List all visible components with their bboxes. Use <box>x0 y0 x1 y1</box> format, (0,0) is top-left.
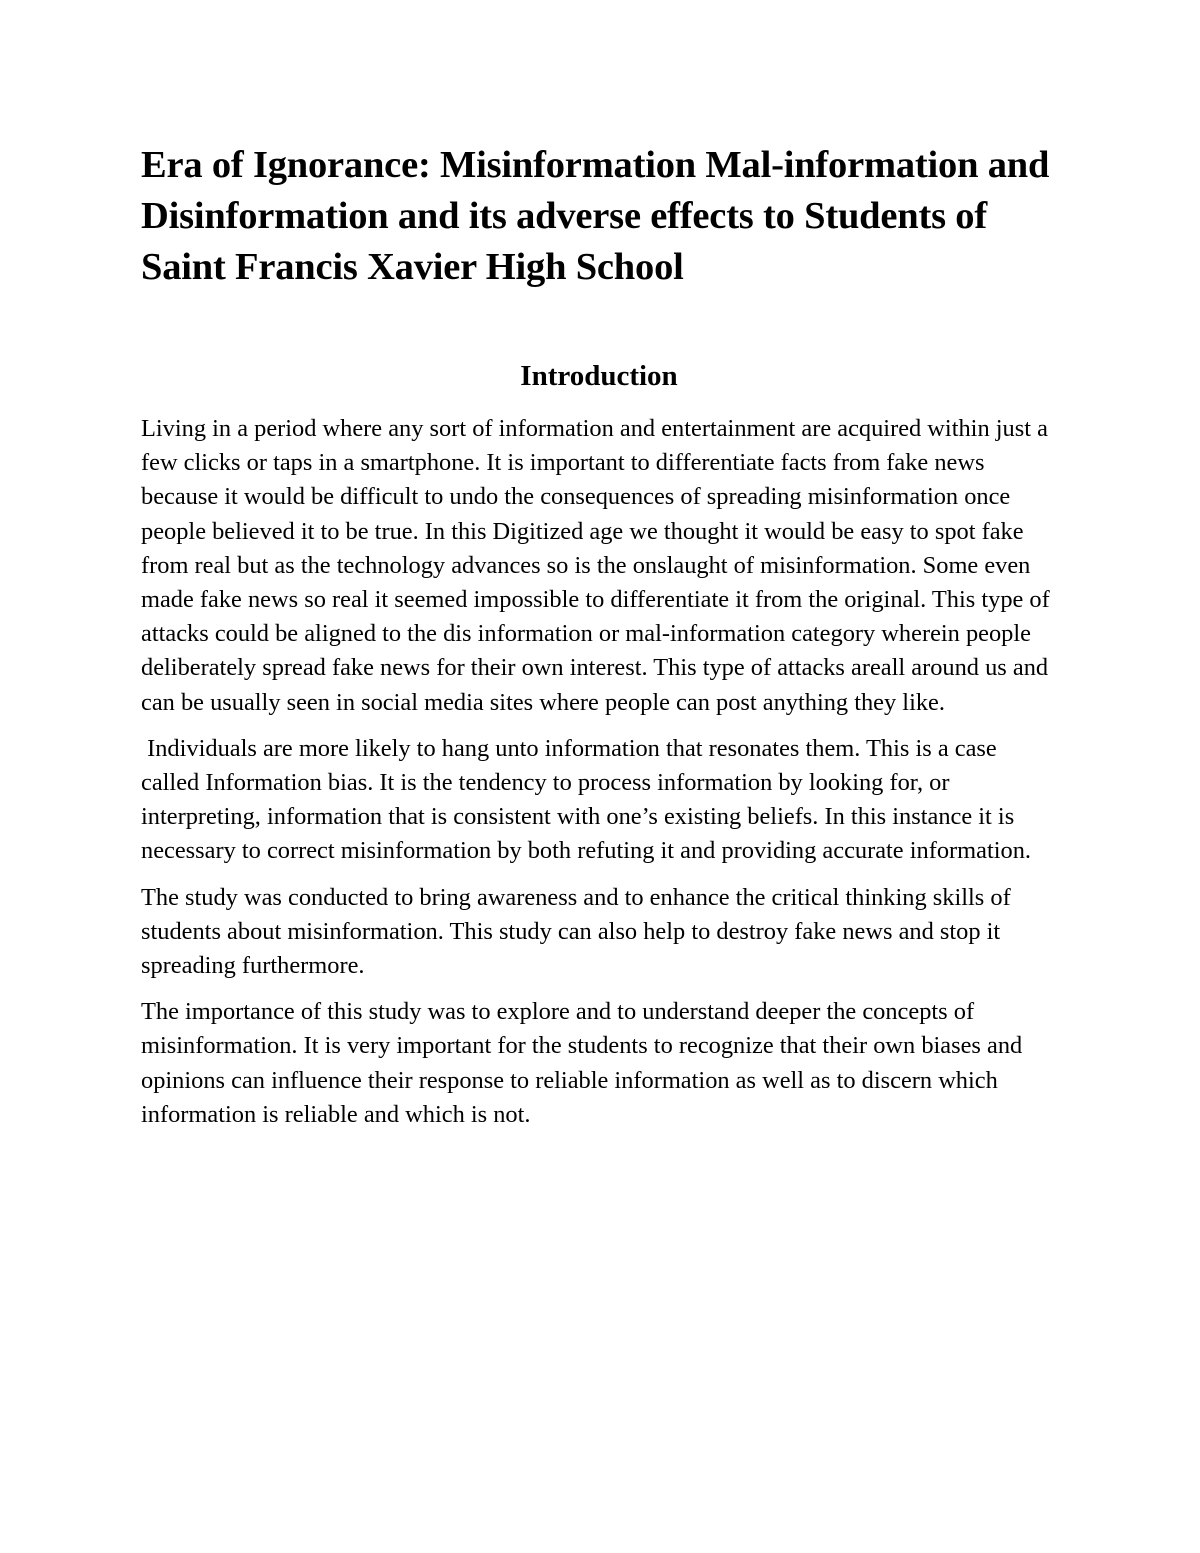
paragraph-2: Individuals are more likely to hang unto information that resonates them. This is a case called Information bias. It is the tendency to process information by looking for, or interpreting, information that is consistent with one’s existing beliefs. In this instance it is necessary to correct misinformation by both refuting it and providing accurate information. <box>141 734 1031 865</box>
paragraph-3: The study was conducted to bring awareness and to enhance the critical thinking skills of students about misinformation. This study can also help to destroy fake news and stop it spreading furthermore. <box>141 883 1011 980</box>
section-heading-introduction: Introduction <box>520 360 678 392</box>
document-body <box>141 412 1061 1144</box>
paragraph-1: Living in a period where any sort of information and entertainment are acquired within just a few clicks or taps in a smartphone. It is important to differentiate facts from fake news because it would be difficult to undo the consequences of spreading misinformation once people believed it to be true. In this Digitized age we thought it would be easy to spot fake from real but as the technology advances so is the onslaught of misinformation. Some even made fake news so real it seemed impossible to differentiate it from the original. This type of attacks could be aligned to the dis information or mal-information category wherein people deliberately spread fake news for their own interest. This type of attacks areall around us and can be usually seen in social media sites where people can post anything they like. <box>141 415 1056 716</box>
paragraph-4: The importance of this study was to explore and to understand deeper the concepts of misinformation. It is very important for the students to recognize that their own biases and opinions can influence their response to reliable information as well as to discern which information is reliable and which is not. <box>141 998 1023 1128</box>
document-title: Era of Ignorance: Misinformation Mal-information and Disinformation and its adverse effects to Students of Saint Francis Xavier High School <box>141 144 1050 288</box>
